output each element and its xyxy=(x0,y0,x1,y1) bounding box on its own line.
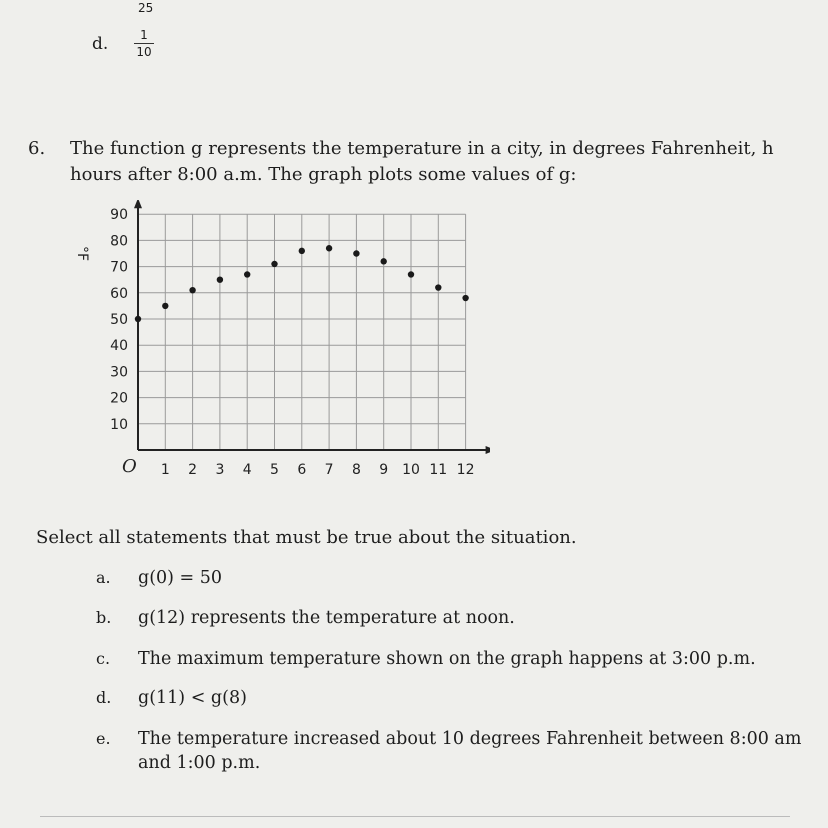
x-tick-label: 6 xyxy=(297,462,307,478)
x-tick-label: 2 xyxy=(188,462,198,478)
data-point xyxy=(408,271,414,277)
prev-partial-value: 25 xyxy=(138,1,154,15)
x-tick-label: 7 xyxy=(324,462,334,478)
fraction-denominator: 10 xyxy=(136,45,152,59)
x-tick-label: 11 xyxy=(429,462,448,478)
y-tick-label: 40 xyxy=(110,338,128,355)
x-tick-label: 8 xyxy=(351,462,361,478)
instruction-prompt: Select all statements that must be true about the situation. xyxy=(36,527,577,548)
data-point xyxy=(435,284,441,290)
chart-axes xyxy=(134,200,490,454)
option-letter: b. xyxy=(96,608,112,627)
question-number: 6. xyxy=(28,138,46,159)
data-point xyxy=(135,316,141,322)
y-tick-label: 10 xyxy=(110,416,128,433)
data-point xyxy=(326,245,332,251)
data-point xyxy=(189,287,195,293)
option-letter: d. xyxy=(96,688,112,707)
fraction-bar xyxy=(134,43,154,44)
y-tick-label: 30 xyxy=(110,364,128,381)
data-point xyxy=(299,248,305,254)
x-axis-arrow xyxy=(486,446,490,454)
origin-label: O xyxy=(122,456,137,477)
x-tick-label: 4 xyxy=(242,462,252,478)
x-tick-label: 9 xyxy=(379,462,389,478)
option-text: g(11) < g(8) xyxy=(138,688,247,708)
x-tick-label: 10 xyxy=(402,462,420,478)
fraction-numerator: 1 xyxy=(140,28,148,42)
option-text: g(12) represents the temperature at noon. xyxy=(138,608,515,628)
fraction-answer xyxy=(132,28,156,59)
data-point xyxy=(217,277,223,283)
temperature-chart xyxy=(60,200,490,490)
option-d-letter-prev: d. xyxy=(92,34,109,54)
question-text: The function g represents the temperature in a city, in degrees Fahrenheit, h hours after 8:00 a.m. The graph plots some values of g: xyxy=(70,138,774,185)
x-tick-label: 5 xyxy=(270,462,279,478)
y-tick-label: 90 xyxy=(110,207,128,224)
option-text: g(0) = 50 xyxy=(138,568,223,588)
y-tick-label: 80 xyxy=(110,233,128,250)
option-text: The maximum temperature shown on the graph happens at 3:00 p.m. xyxy=(138,649,756,669)
option-letter: c. xyxy=(96,649,111,668)
x-tick-label: 1 xyxy=(160,462,170,478)
option-letter: e. xyxy=(96,729,111,748)
y-tick-label: 70 xyxy=(110,259,128,276)
y-axis-arrow xyxy=(134,200,142,208)
y-axis-label: °F xyxy=(74,245,90,262)
data-point xyxy=(162,303,168,309)
option-text: The temperature increased about 10 degrees Fahrenheit between 8:00 am and 1:00 p.m. xyxy=(138,729,802,773)
data-point xyxy=(353,250,359,256)
y-tick-label: 60 xyxy=(110,285,128,302)
y-tick-label: 20 xyxy=(110,390,128,407)
x-tick-label: 12 xyxy=(456,462,475,478)
page-bottom-rule xyxy=(40,816,790,817)
x-tick-label: 3 xyxy=(215,462,225,478)
data-point xyxy=(381,258,387,264)
data-point xyxy=(271,261,277,267)
y-tick-label: 50 xyxy=(110,312,128,328)
data-point xyxy=(462,295,468,301)
question-6 xyxy=(28,136,818,188)
option-letter: a. xyxy=(96,568,111,587)
data-point xyxy=(244,271,250,277)
